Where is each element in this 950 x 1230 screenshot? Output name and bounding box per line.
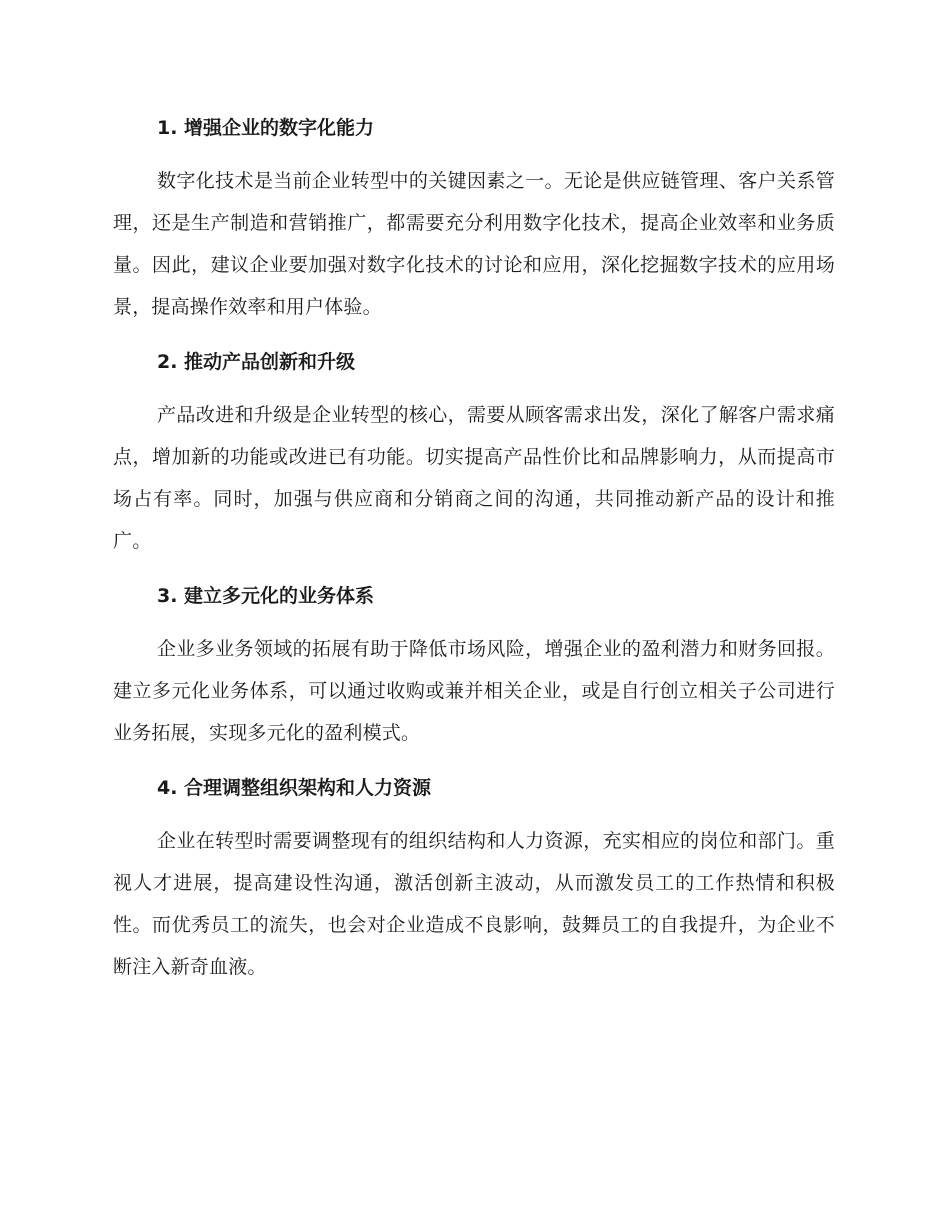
section-heading-3: 3. 建立多元化的业务体系 <box>157 585 375 607</box>
section-paragraph-1: 数字化技术是当前企业转型中的关键因素之一。无论是供应链管理、客户关系管理，还是生产制造和营销推广，都需要充分利用数字化技术，提高企业效率和业务质量。因此，建议企业要加强对数字化技术的讨论和应用，深化挖掘数字技术的应用场景，提高操作效率和用户体验。 <box>113 170 835 318</box>
document-content <box>113 112 835 1006</box>
section-paragraph-2: 产品改进和升级是企业转型的核心，需要从顾客需求出发，深化了解客户需求痛点，增加新的功能或改进已有功能。切实提高产品性价比和品牌影响力，从而提高市场占有率。同时，加强与供应商和分销商之间的沟通，共同推动新产品的设计和推广。 <box>113 404 835 552</box>
section-heading-4: 4. 合理调整组织架构和人力资源 <box>157 777 432 799</box>
section-paragraph-4: 企业在转型时需要调整现有的组织结构和人力资源，充实相应的岗位和部门。重视人才进展，提高建设性沟通，激活创新主波动，从而激发员工的工作热情和积极性。而优秀员工的流失，也会对企业造成不良影响，鼓舞员工的自我提升，为企业不断注入新奇血液。 <box>113 830 835 978</box>
section-heading-2: 2. 推动产品创新和升级 <box>157 351 356 373</box>
section-paragraph-3: 企业多业务领域的拓展有助于降低市场风险，增强企业的盈利潜力和财务回报。建立多元化业务体系，可以通过收购或兼并相关企业，或是自行创立相关子公司进行业务拓展，实现多元化的盈利模式。 <box>113 638 835 744</box>
section-heading-1: 1. 增强企业的数字化能力 <box>157 117 375 139</box>
